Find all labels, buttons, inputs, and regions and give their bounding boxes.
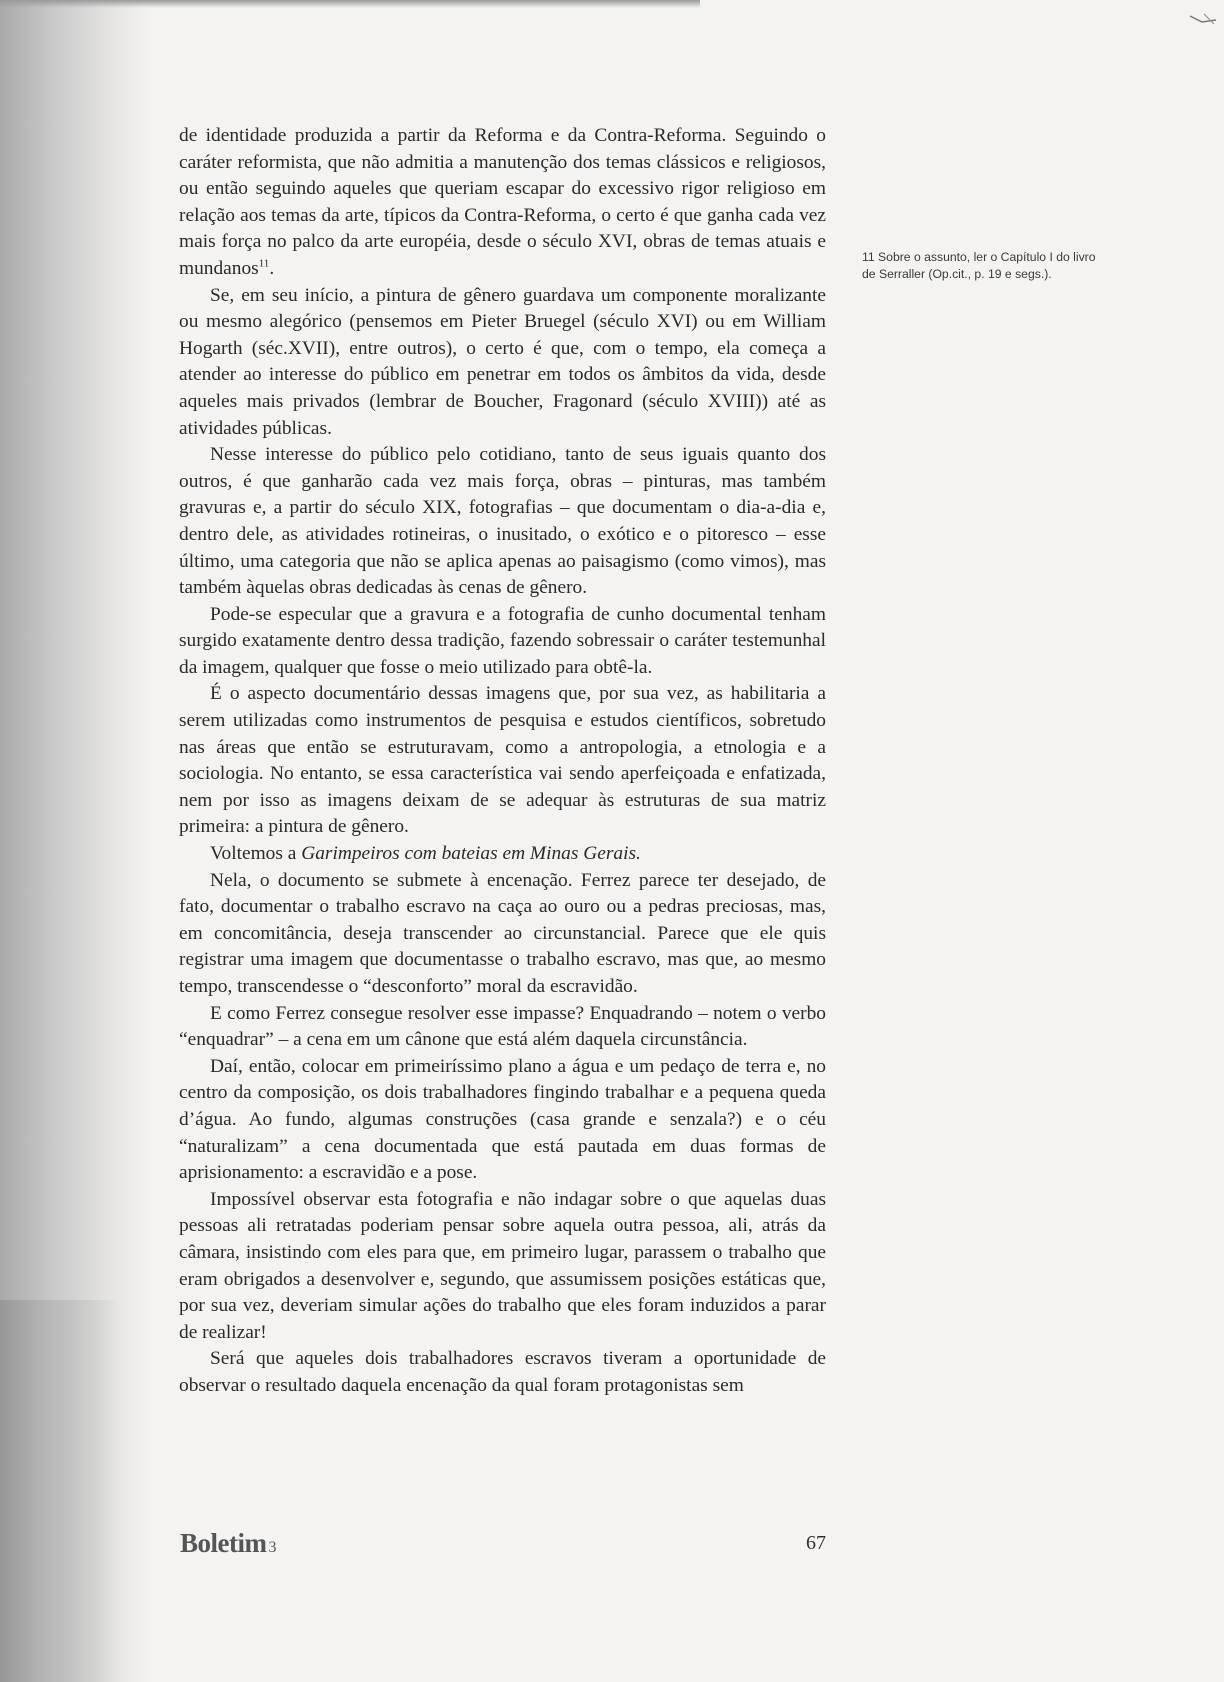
footnote-ref: 11 bbox=[258, 257, 270, 270]
paragraph bbox=[179, 868, 826, 1001]
text-run: Voltemos a bbox=[210, 843, 302, 865]
paragraph bbox=[179, 1001, 826, 1054]
brand-name: Boletim bbox=[180, 1528, 267, 1558]
paragraph bbox=[179, 681, 826, 841]
text-run: Nesse interesse do público pelo cotidiano, tanto de seus iguais quanto dos outros, é que ganharão cada vez mais força, obras – pinturas, mas também gravuras e, a partir do século XIX, fotografias – que documentam o dia-a-dia e, dentro dele, as atividades rotineiras, o inusitado, o exótico e o pitoresco – esse último, uma categoria que não se aplica apenas ao paisagismo (como vimos), mas também àquelas obras dedicadas às cenas de gênero. bbox=[179, 444, 826, 599]
text-run: Pode-se especular que a gravura e a fotografia de cunho documental tenham surgido exatamente dentro dessa tradição, fazendo sobressair o caráter testemunhal da imagem, qualquer que fosse o meio utilizado para obtê-la. bbox=[179, 603, 826, 678]
scan-top-edge bbox=[0, 0, 700, 8]
paragraph bbox=[179, 1187, 826, 1347]
paragraph bbox=[179, 841, 826, 868]
text-run: . bbox=[269, 257, 275, 279]
text-run: Nela, o documento se submete à encenação. Ferrez parece ter desejado, de fato, documentar o trabalho escravo na caça ao ouro ou a pedras preciosas, mas, em concomitância, deseja transcender ao circunstancial. Parece que ele quis registrar uma imagem que documentasse o trabalho escravo, mas que, ao mesmo tempo, transcendesse o “desconforto” moral da escravidão. bbox=[179, 869, 826, 997]
text-run: E como Ferrez consegue resolver esse impasse? Enquadrando – notem o verbo “enquadrar” – a cena em um cânone que está além daquela circunstância. bbox=[179, 1002, 826, 1051]
text-run: Impossível observar esta fotografia e não indagar sobre o que aquelas duas pessoas ali retratadas poderiam pensar sobre aquela outra pessoa, ali, atrás da câmara, insistindo com eles para que, em primeiro lugar, parassem o trabalho que eram obrigados a desenvolver e, segundo, que assumissem posições estáticas que, por sua vez, deveriam simular ações do trabalho que eles foram induzidos a parar de realizar! bbox=[179, 1188, 826, 1343]
paragraph bbox=[179, 283, 826, 443]
paragraph bbox=[179, 602, 826, 682]
brand-issue: 3 bbox=[268, 1539, 276, 1556]
text-run: Será que aqueles dois trabalhadores escravos tiveram a oportunidade de observar o resultado daquela encenação da qual foram protagonistas sem bbox=[179, 1348, 826, 1396]
paragraph bbox=[179, 123, 826, 283]
text-run: Se, em seu início, a pintura de gênero guardava um componente moralizante ou mesmo alegórico (pensemos em Pieter Bruegel (século XVI) ou em William Hogarth (séc.XVII), entre outros), o certo é que, com o tempo, ela começa a atender ao interesse do público em penetrar em todos os âmbitos da vida, desde aqueles mais privados (lembrar de Boucher, Fragonard (século XVIII)) até as atividades públicas. bbox=[179, 284, 826, 439]
footnote-text: Sobre o assunto, ler o Capítulo I do livro de Serraller (Op.cit., p. 19 e segs.). bbox=[862, 250, 1096, 281]
footer-brand bbox=[180, 1528, 276, 1559]
paragraph bbox=[179, 1346, 826, 1399]
paragraph bbox=[179, 1054, 826, 1187]
footnote-11 bbox=[862, 249, 1112, 283]
text-run: Daí, então, colocar em primeiríssimo plano a água e um pedaço de terra e, no centro da composição, os dois trabalhadores fingindo trabalhar e a pequena queda d’água. Ao fundo, algumas construções (casa grande e senzala?) e o céu “naturalizam” a cena documentada que está pautada em duas formas de aprisionamento: a escravidão e a pose. bbox=[179, 1055, 826, 1184]
main-text bbox=[179, 123, 826, 1400]
paragraph bbox=[179, 442, 826, 602]
page-number: 67 bbox=[806, 1532, 826, 1554]
text-run: É o aspecto documentário dessas imagens que, por sua vez, as habilitaria a serem utilizadas como instrumentos de pesquisa e estudos científicos, sobretudo nas áreas que então se estruturavam, como a antropologia, a etnologia e a sociologia. No entanto, se essa característica vai sendo aperfeiçoada e enfatizada, nem por isso as imagens deixam de se adequar às estruturas de sua matriz primeira: a pintura de gênero. bbox=[179, 683, 826, 838]
italic-title: Garimpeiros com bateias em Minas Gerais. bbox=[301, 843, 641, 865]
page-corner-mark bbox=[1188, 10, 1218, 34]
footnote-number: 11 bbox=[862, 250, 875, 264]
text-run: de identidade produzida a partir da Reforma e da Contra-Reforma. Seguindo o caráter reformista, que não admitia a manutenção dos temas clássicos e religiosos, ou então seguindo aqueles que queriam escapar do excessivo rigor religioso em relação aos temas da arte, típicos da Contra-Reforma, o certo é que ganha cada vez mais força no palco da arte européia, desde o século XVI, obras de temas atuais e mundanos bbox=[179, 125, 826, 279]
scan-shadow-bottom bbox=[0, 1300, 120, 1682]
